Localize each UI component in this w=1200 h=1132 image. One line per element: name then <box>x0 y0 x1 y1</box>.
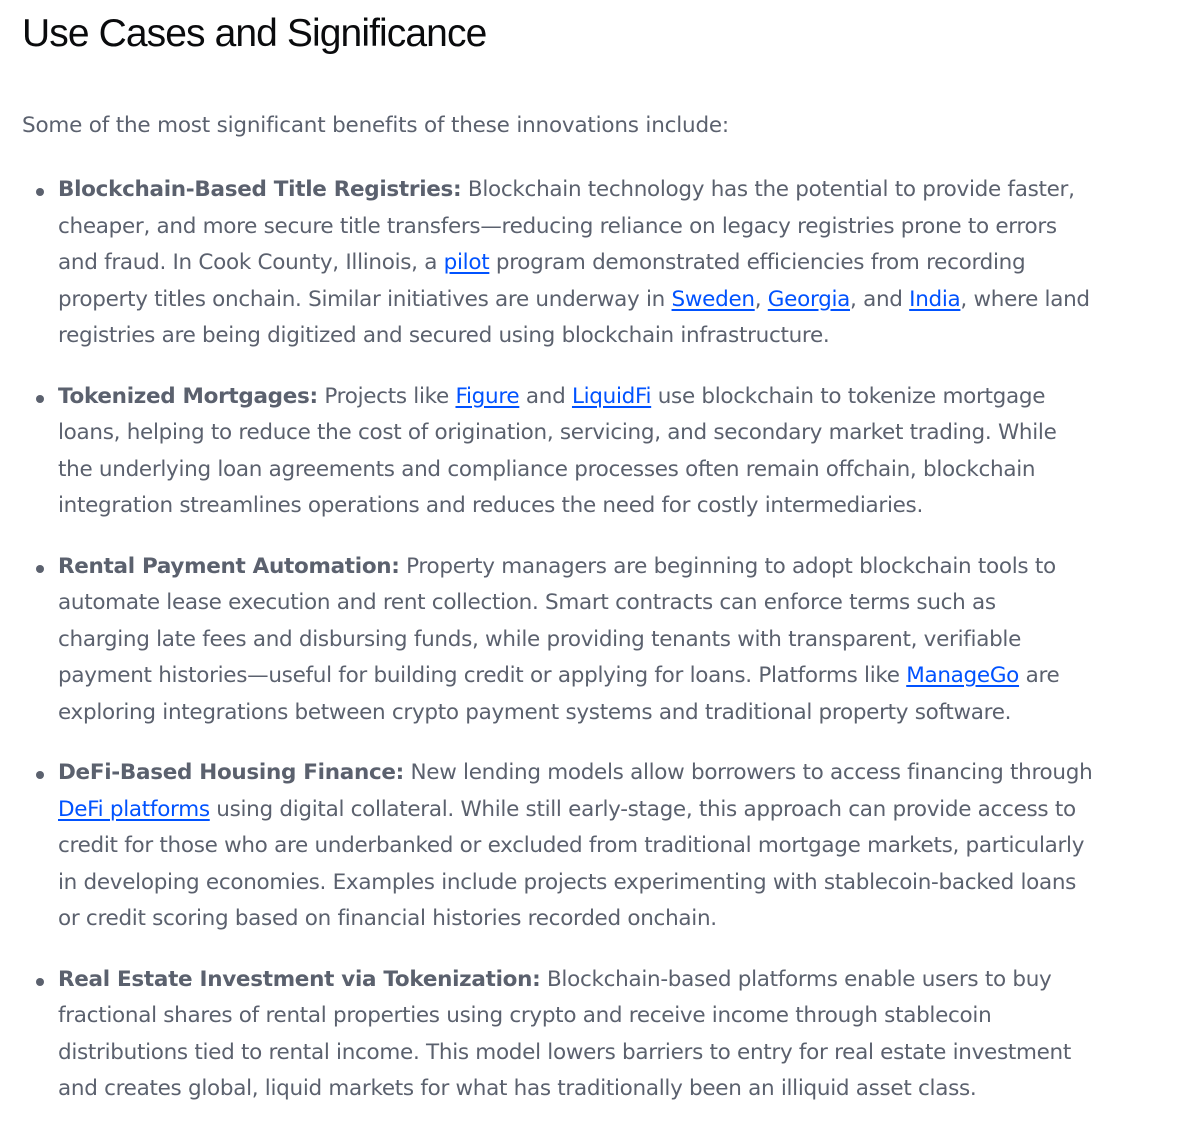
list-item-text: Tokenized Mortgages: Projects like Figure and LiquidFi use blockchain to tokenize mortgage loans, helping to reduce the cost of origination, servicing, and secondary market trading. While the underlying loan agreements and compliance processes often remain offchain, blockchain integration streamlines operations and reduces the need for costly intermediaries. <box>58 383 1057 518</box>
section-title: Use Cases and Significance <box>22 12 487 55</box>
item-heading: Blockchain-Based Title Registries: <box>58 177 462 202</box>
sweden-link[interactable]: Sweden <box>671 286 755 312</box>
item-heading: Tokenized Mortgages: <box>58 383 318 409</box>
india-link[interactable]: India <box>909 286 961 312</box>
list-item-text: Blockchain-Based Title Registries: Blockchain technology has the potential to provide faster, cheaper, and more secure title transfers—reducing reliance on legacy registries prone to errors and fraud. In Cook County, Illinois, a pilot program demonstrated efficiencies from recording property titles onchain. Similar initiatives are underway in Sweden, Georgia, and India, where land registries are being digitized and secured using blockchain infrastructure. <box>58 177 1090 348</box>
list-item <box>22 549 1192 732</box>
figure-link[interactable]: Figure <box>455 383 520 409</box>
list-item <box>22 379 1192 525</box>
list-item-text: Real Estate Investment via Tokenization: Blockchain-based platforms enable users to buy fractional shares of rental properties using crypto and receive income through stablecoin distributions tied to rental income. This model lowers barriers to entry for real estate investment and creates global, liquid markets for what has traditionally been an illiquid asset class. <box>58 966 1072 1101</box>
item-heading: DeFi-Based Housing Finance: <box>58 760 404 785</box>
list-item-text: DeFi-Based Housing Finance: New lending models allow borrowers to access financing through DeFi platforms using digital collateral. While still early-stage, this approach can provide access to credit for those who are underbanked or excluded from traditional mortgage markets, particularly in developing economies. Examples include projects experimenting with stablecoin-backed loans or credit scoring based on financial histories recorded onchain. <box>58 760 1093 931</box>
liquidfi-link[interactable]: LiquidFi <box>571 383 652 409</box>
list-item <box>22 755 1192 938</box>
intro-paragraph: Some of the most significant benefits of these innovations include: <box>22 113 729 138</box>
list-item-text: Rental Payment Automation: Property managers are beginning to adopt blockchain tools to automate lease execution and rent collection. Smart contracts can enforce terms such as charging late fees and disbursing funds, while providing tenants with transparent, verifiable payment histories—useful for building credit or applying for loans. Platforms like ManageGo are exploring integrations between crypto payment systems and traditional property software. <box>58 553 1060 725</box>
list-item <box>22 962 1192 1108</box>
pilot-link[interactable]: pilot <box>443 250 490 275</box>
bullet-dot <box>36 978 44 986</box>
bullet-dot <box>36 188 44 196</box>
managego-link[interactable]: ManageGo <box>906 663 1020 688</box>
item-heading: Real Estate Investment via Tokenization: <box>58 966 541 992</box>
georgia-link[interactable]: Georgia <box>767 286 850 312</box>
bullet-dot <box>36 565 44 573</box>
benefits-list <box>22 172 1192 1132</box>
item-heading: Rental Payment Automation: <box>58 553 400 579</box>
defi-platforms-link[interactable]: DeFi platforms <box>58 796 210 822</box>
bullet-dot <box>36 771 44 779</box>
list-item <box>22 172 1192 355</box>
bullet-dot <box>36 395 44 403</box>
